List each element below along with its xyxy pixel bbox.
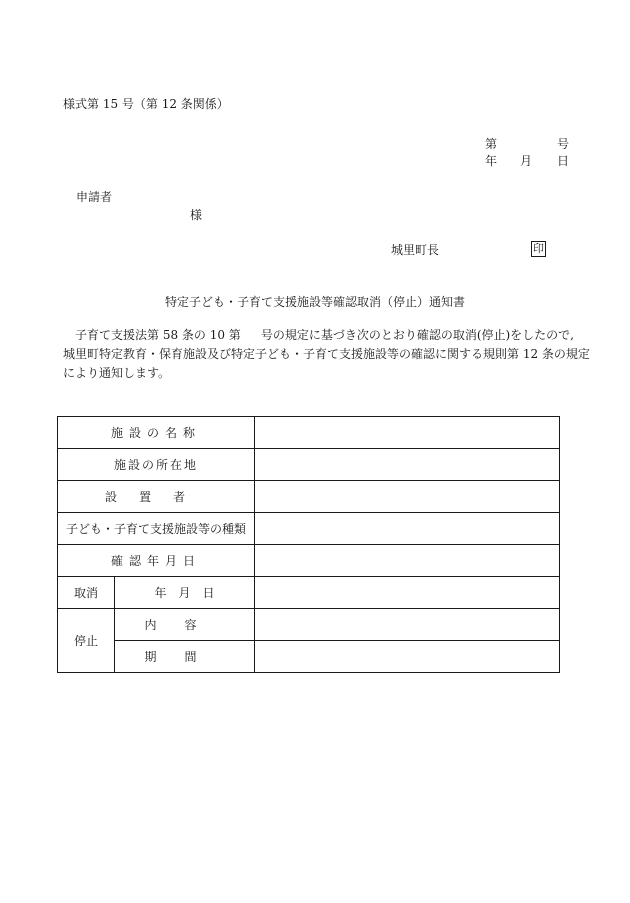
suspension-label: 停止: [58, 609, 115, 673]
issuer-name: 城里町長: [391, 243, 440, 257]
date-day-label: 日: [557, 154, 570, 168]
body-line-1b: 号の規定に基づき次のとおり確認の取消(停止)をしたので,: [260, 328, 574, 342]
facility-address-value[interactable]: [255, 449, 560, 481]
founder-value[interactable]: [255, 481, 560, 513]
date-month-label: 月: [520, 154, 533, 168]
confirmation-date-value[interactable]: [255, 545, 560, 577]
facility-address-label: 施設の所在地: [58, 449, 255, 481]
suspension-period-value[interactable]: [255, 641, 560, 673]
body-line-1a: 子育て支援法第 58 条の 10 第: [75, 328, 241, 342]
reference-number-suffix: 号: [557, 137, 570, 151]
confirmation-date-label: 確認年月日: [58, 545, 255, 577]
body-line-2: 城里町特定教育・保育施設及び特定子ども・子育て支援施設等の確認に関する規則第 12 条の規定: [63, 347, 590, 361]
seal-mark: 印: [533, 242, 544, 255]
body-line-3: により通知します。: [63, 366, 171, 380]
facility-name-value[interactable]: [255, 417, 560, 449]
table-row: [58, 609, 560, 641]
suspension-period-label: 期間: [115, 641, 255, 673]
table-row: [58, 481, 560, 513]
notice-body: [63, 326, 590, 383]
suspension-content-label: 内容: [115, 609, 255, 641]
honorific: 様: [190, 208, 203, 222]
facility-type-value[interactable]: [255, 513, 560, 545]
form-number: 様式第 15 号（第 12 条関係）: [63, 97, 229, 111]
table-row: [58, 449, 560, 481]
applicant-label: 申請者: [76, 190, 113, 204]
table-row: [58, 577, 560, 609]
revocation-label: 取消: [58, 577, 115, 609]
body-line-1: [63, 326, 574, 345]
date-year-label: 年: [485, 154, 498, 168]
document-title: 特定子ども・子育て支援施設等確認取消（停止）通知書: [164, 295, 465, 309]
revocation-date-value[interactable]: [255, 577, 560, 609]
revocation-date-label: 年 月 日: [115, 577, 255, 609]
table-row: [58, 417, 560, 449]
notice-details-table: [57, 416, 560, 673]
table-row: [58, 513, 560, 545]
suspension-content-value[interactable]: [255, 609, 560, 641]
facility-type-label: 子ども・子育て支援施設等の種類: [58, 513, 255, 545]
founder-label: 設置者: [58, 481, 255, 513]
table-row: [58, 641, 560, 673]
facility-name-label: 施設の名称: [58, 417, 255, 449]
table-row: [58, 545, 560, 577]
reference-number-prefix: 第: [485, 137, 498, 151]
